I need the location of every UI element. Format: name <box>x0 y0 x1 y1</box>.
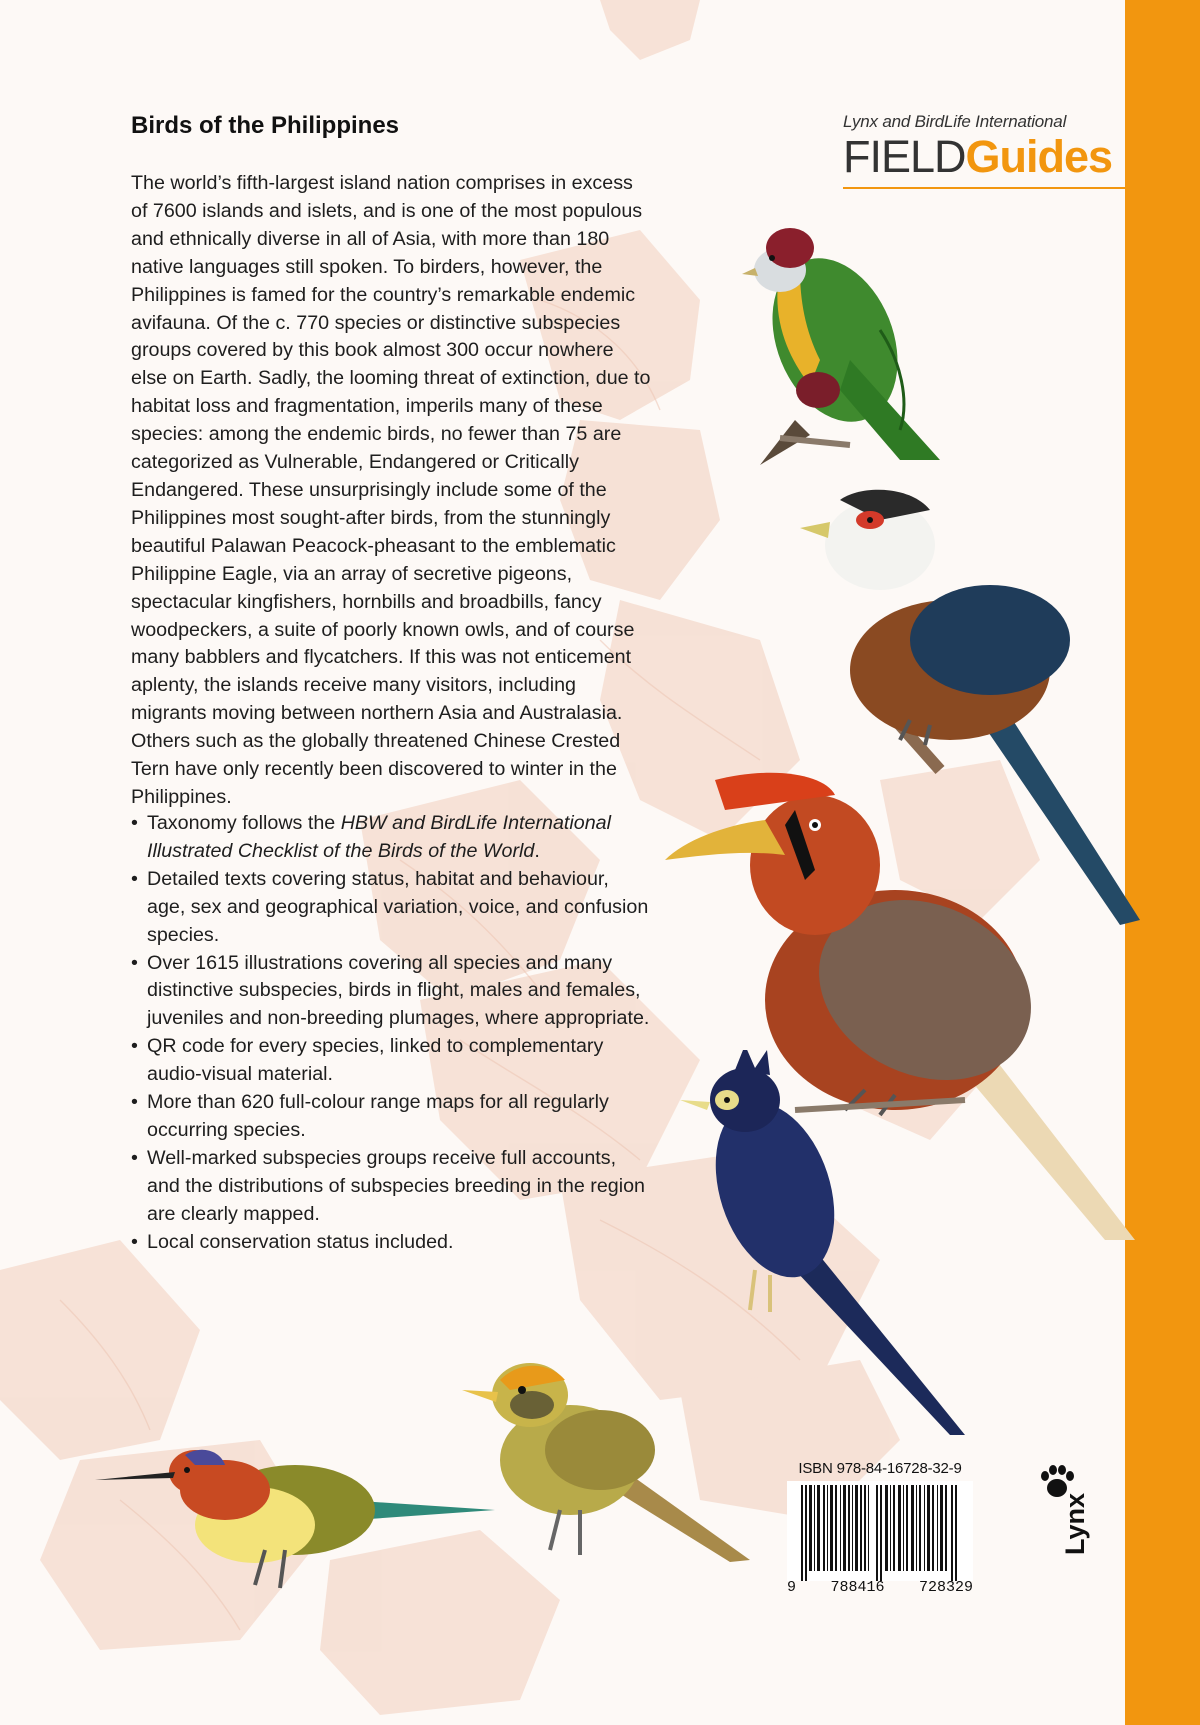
field-guides-logo <box>843 112 1125 182</box>
isbn-number: ISBN 978-84-16728-32-9 <box>798 1460 962 1477</box>
logo-guides-text: Guides <box>965 131 1113 182</box>
barcode-digit-group-right: 728329 <box>918 1579 973 1596</box>
book-description: The world’s fifth-largest island nation comprises in excess of 7600 islands and islets, and is one of the most populous and ethnically diverse in all of Asia, with more than 180 native languages still spoken. To birders, however, the Philippines is famed for the country’s remarkable endemic avifauna. Of the c. 770 species or distinctive subspecies groups covered by this book almost 300 occur nowhere else on Earth. Sadly, the looming threat of extinction, due to habitat loss and fragmentation, imperils many of these species: among the endemic birds, no fewer than 75 are categorized as Vulnerable, Endangered or Critically Endangered. These unsurprisingly include some of the Philippines most sought-after birds, from the stunningly beautiful Palawan Peacock-pheasant to the emblematic Philippine Eagle, via an array of secretive pigeons, spectacular kingfishers, hornbills and broadbills, fancy woodpeckers, a suite of poorly known owls, and of course many babblers and flycatchers. If this was not enticement aplenty, the islands receive many visitors, including migrants moving between northern Asia and Australasia. Others such as the globally threatened Chinese Crested Tern have only recently been discovered to winter in the Philippines. <box>131 172 651 808</box>
barcode <box>787 1481 973 1581</box>
list-item <box>131 810 651 866</box>
fruit-dove-illustration <box>700 210 990 500</box>
feature-list <box>131 810 651 1257</box>
list-item: • Detailed texts covering status, habitat and behaviour, age, sex and geographical variation, voice, and confusion species. <box>131 866 651 950</box>
barcode-digits <box>787 1579 973 1596</box>
logo-underline <box>843 187 1125 189</box>
list-item: • More than 620 full-colour range maps for all regularly occurring species. <box>131 1089 651 1145</box>
series-publisher: Lynx and BirdLife International <box>843 112 1067 131</box>
publisher-name: Lynx <box>1060 1492 1090 1555</box>
list-item: • Over 1615 illustrations covering all species and many distinctive subspecies, birds in flight, males and females, juveniles and non-breeding plumages, where appropriate. <box>131 950 651 1034</box>
feature-taxonomy-text: Taxonomy follows the <box>147 812 341 834</box>
checklist-title: HBW and BirdLife International Illustrated Checklist of the Birds of the World <box>147 812 611 862</box>
warbler-illustration <box>440 1350 760 1570</box>
book-title: Birds of the Philippines <box>131 112 400 139</box>
series-name <box>843 131 1125 182</box>
isbn-barcode-block <box>787 1460 973 1596</box>
barcode-digit-group-left: 788416 <box>830 1579 885 1596</box>
feature-taxonomy-end: . <box>534 839 540 862</box>
barcode-digit-prefix: 9 <box>787 1579 797 1596</box>
logo-field-text: FIELD <box>843 131 966 182</box>
list-item: • Well-marked subspecies groups receive full accounts, and the distributions of subspecies breeding in the region are clearly mapped. <box>131 1145 651 1229</box>
list-item: • QR code for every species, linked to complementary audio-visual material. <box>131 1033 651 1089</box>
list-item: • Local conservation status included. <box>131 1229 651 1257</box>
